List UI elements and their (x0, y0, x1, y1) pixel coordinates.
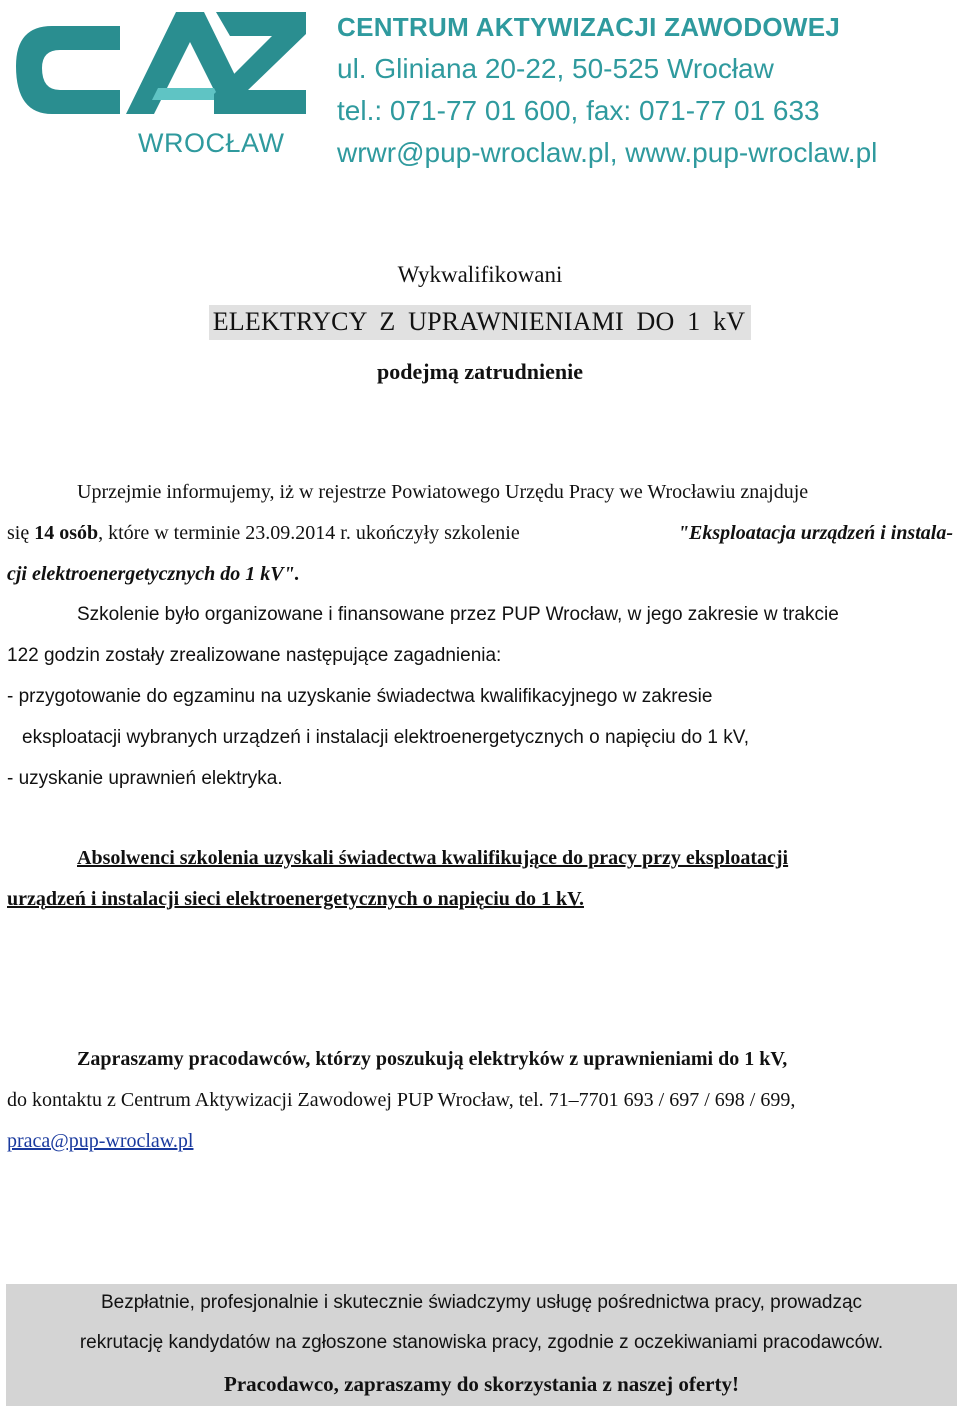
org-email-web: wrwr@pup-wroclaw.pl, www.pup-wroclaw.pl (337, 137, 878, 168)
logo-text: CAZ (8, 4, 10, 5)
training-hours: 122 godzin (7, 645, 100, 666)
intro-l2-a: się 14 osób, które w terminie 23.09.2014 r. ukończyły szkolenie (7, 522, 520, 544)
intro-l2-course-name: "Eksploatacja urządzeń i instala- (677, 522, 953, 544)
org-contact-block (337, 6, 957, 174)
contact-email-link[interactable]: praca@pup-wroclaw.pl (7, 1130, 194, 1152)
org-phone-fax: tel.: 071-77 01 600, fax: 071-77 01 633 (337, 95, 820, 126)
org-name: CENTRUM AKTYWIZACJI ZAWODOWEJ (337, 12, 841, 42)
training-bullet-1-cont: eksploatacji wybranych urządzeń i instalacji elektroenergetycznych o napięciu do 1 kV, (22, 727, 749, 748)
intro-l2-count: 14 osób (34, 522, 99, 544)
graduates-line-1: Absolwenci szkolenia uzyskali świadectwa kwalifikujące do pracy przy eksploatacji (77, 847, 789, 869)
letterhead (0, 0, 960, 175)
footer-box (6, 1284, 957, 1406)
intro-line-3: cji elektroenergetycznych do 1 kV". (7, 563, 300, 585)
title-line-1: Wykwalifikowani (397, 262, 563, 287)
org-address: ul. Gliniana 20-22, 50-525 Wrocław (337, 53, 774, 84)
intro-line-2 (7, 522, 953, 545)
footer-line-1: Bezpłatnie, profesjonalnie i skutecznie świadczymy usługę pośrednictwa pracy, prowadząc (100, 1292, 863, 1313)
invite-line-1: Zapraszamy pracodawców, którzy poszukują elektryków z uprawnieniami do 1 kV, (77, 1048, 788, 1070)
footer-line-3: Pracodawco, zapraszamy do skorzystania z naszej oferty! (224, 1372, 739, 1396)
graduates-line-2: urządzeń i instalacji sieci elektroenergetycznych o napięciu do 1 kV. (7, 888, 584, 910)
caz-logo-icon (8, 4, 308, 129)
invite-line-2: do kontaktu z Centrum Aktywizacji Zawodowej PUP Wrocław, tel. 71–7701 693 / 697 / 698 / 699, (7, 1089, 796, 1111)
title-line-2-wrap (0, 305, 960, 340)
logo-city-name: WROCŁAW (138, 128, 285, 158)
title-main-highlighted: ELEKTRYCY Z UPRAWNIENIAMI DO 1 kV (209, 305, 752, 340)
invite-email-line (7, 1130, 953, 1153)
training-line-2: 122 godzin zostały zrealizowane następujące zagadnienia: (7, 645, 502, 666)
training-bullet-2: - uzyskanie uprawnień elektryka. (7, 768, 283, 789)
intro-line-1: Uprzejmie informujemy, iż w rejestrze Powiatowego Urzędu Pracy we Wrocławiu znajduje (77, 481, 809, 503)
training-line-1: Szkolenie było organizowane i finansowane przez PUP Wrocław, w jego zakresie w trakcie (77, 604, 839, 625)
title-line-3: podejmą zatrudnienie (377, 359, 583, 384)
training-bullet-1: - przygotowanie do egzaminu na uzyskanie świadectwa kwalifikacyjnego w zakresie (7, 686, 713, 707)
footer-line-2: rekrutację kandydatów na zgłoszone stanowiska pracy, zgodnie z oczekiwaniami pracodawców. (79, 1332, 884, 1353)
